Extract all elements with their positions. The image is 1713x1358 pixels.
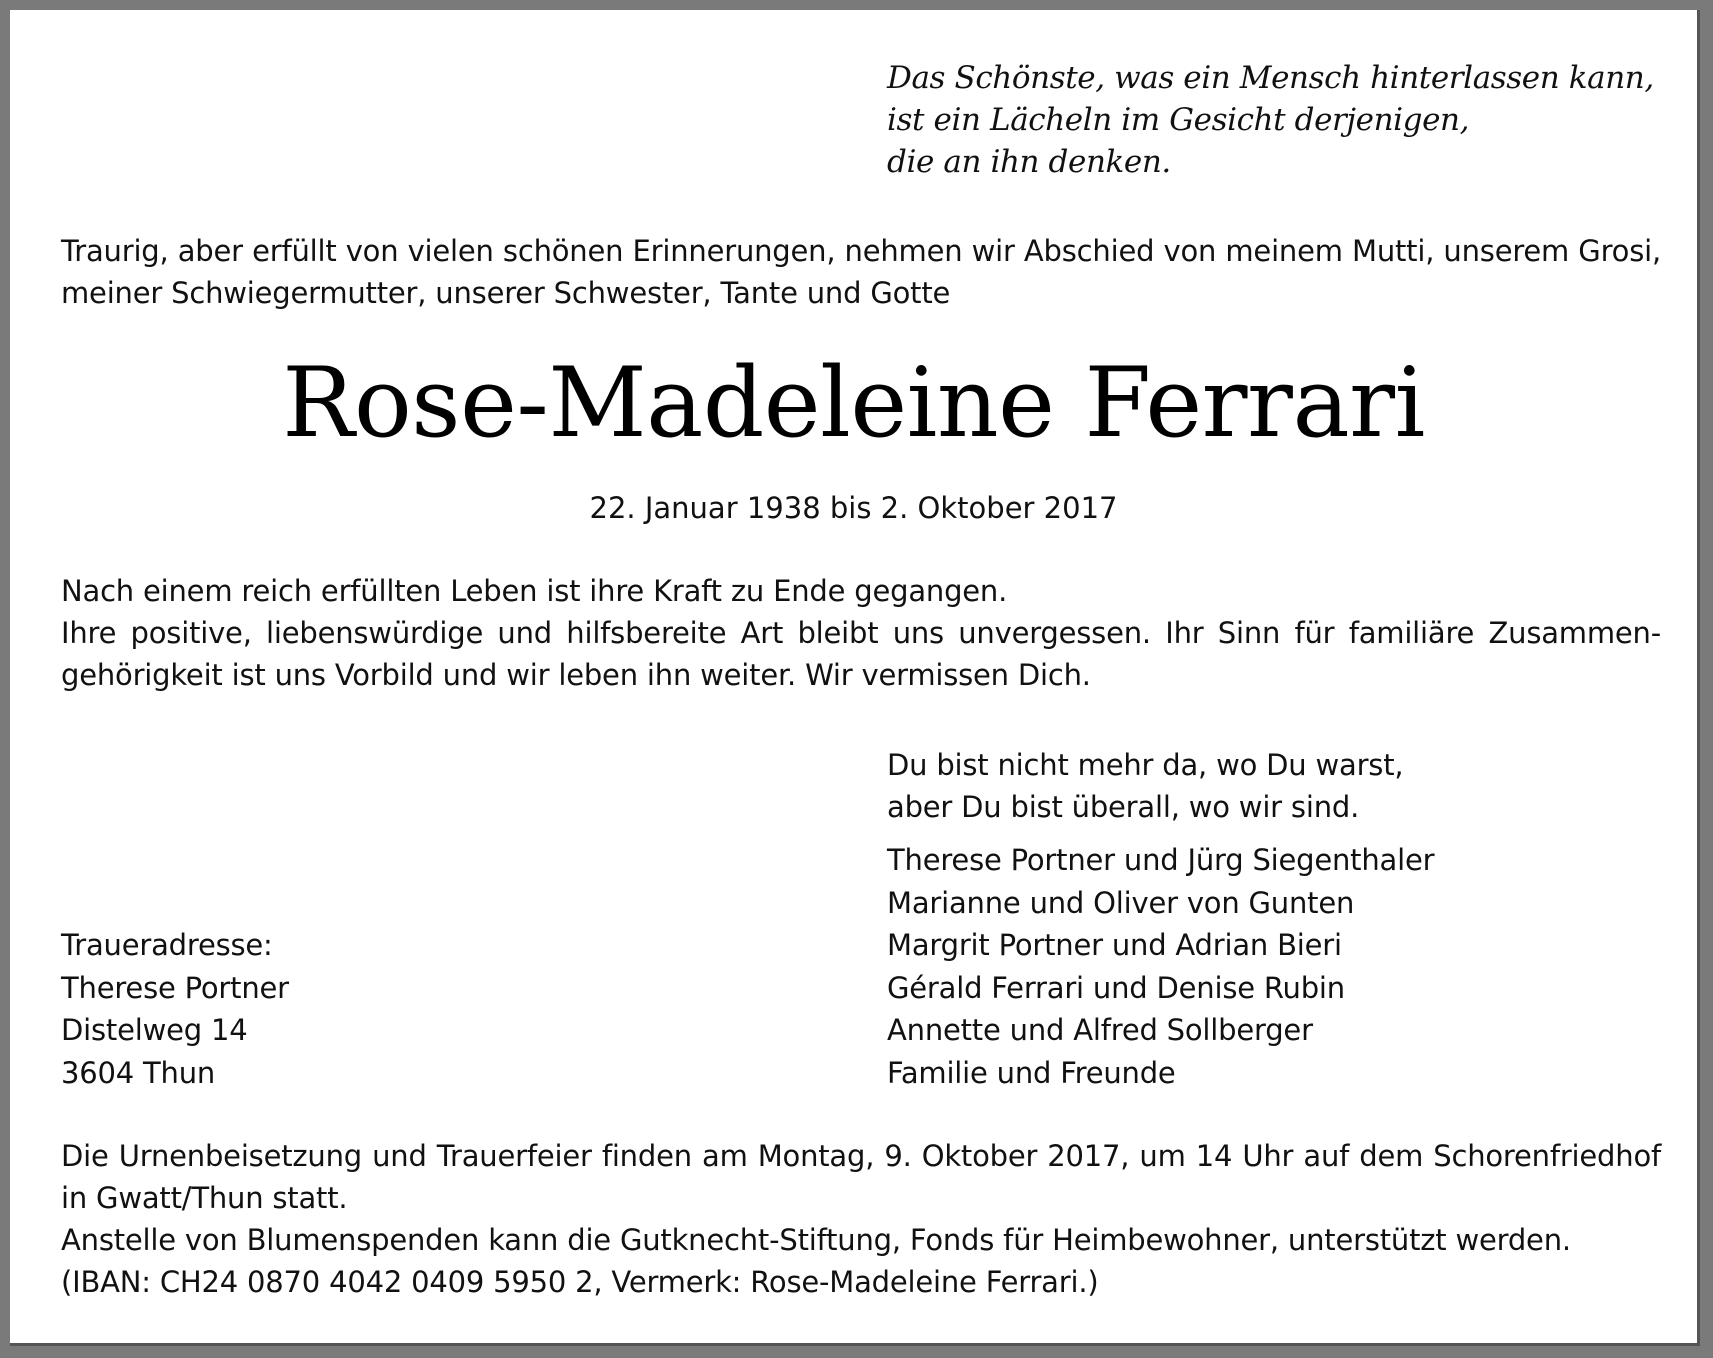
mourner-entry: Familie und Freunde — [887, 1055, 1176, 1090]
mourner-entry: Marianne und Oliver von Gunten — [887, 885, 1355, 920]
tribute-paragraph — [61, 570, 1661, 696]
mourner-entry: Annette und Alfred Sollberger — [887, 1013, 1313, 1047]
ceremony-info — [61, 1135, 1661, 1303]
verse-line: aber Du bist überall, wo wir sind. — [887, 790, 1360, 824]
mourner-entry: Therese Portner und Jürg Siegenthaler — [887, 843, 1435, 877]
intro-paragraph: Traurig, aber erfüllt von vielen schönen Erinnerungen, nehmen wir Abschied von meinem Mutti, unserem Grosi, meiner Schwiegermutter, unserer Schwester, Tante und Gotte — [61, 234, 1661, 310]
address-street: Distelweg 14 — [61, 1013, 248, 1047]
opening-quote — [887, 57, 1654, 183]
mourning-address — [61, 924, 289, 1094]
tribute-text: Ihre positive, liebenswürdige und hilfsbereite Art bleibt uns unvergessen. Ihr Sinn für familiäre Zusammen-gehörigkeit ist uns Vorbild und wir leben ihn weiter. Wir vermissen Dich. — [61, 616, 1661, 692]
deceased-name: Rose-Madeleine Ferrari — [282, 347, 1425, 459]
ceremony-text: Die Urnenbeisetzung und Trauerfeier finden am Montag, 9. Oktober 2017, um 14 Uhr auf dem Schorenfriedhof in Gwatt/Thun statt. — [61, 1139, 1661, 1215]
iban-text: (IBAN: CH24 0870 4042 0409 5950 2, Vermerk: Rose-Madeleine Ferrari.) — [61, 1265, 1099, 1299]
obituary-notice — [10, 10, 1700, 1346]
life-dates: 22. Januar 1938 bis 2. Oktober 2017 — [589, 491, 1118, 525]
closing-verse — [887, 744, 1403, 828]
tribute-line: Nach einem reich erfüllten Leben ist ihre Kraft zu Ende gegangen. — [61, 574, 1008, 608]
address-label: Traueradresse: — [61, 928, 273, 962]
quote-line: ist ein Lächeln im Gesicht derjenigen, — [887, 102, 1470, 138]
mourner-entry: Margrit Portner und Adrian Bieri — [887, 928, 1342, 962]
address-name: Therese Portner — [61, 970, 289, 1005]
mourner-entry: Gérald Ferrari und Denise Rubin — [887, 970, 1345, 1005]
address-city: 3604 Thun — [61, 1055, 216, 1090]
mourners-list — [887, 839, 1434, 1094]
verse-line: Du bist nicht mehr da, wo Du warst, — [887, 748, 1404, 782]
quote-line: Das Schönste, was ein Mensch hinterlassen kann, — [887, 60, 1654, 96]
donation-text: Anstelle von Blumenspenden kann die Gutknecht-Stiftung, Fonds für Heimbewohner, unterstützt werden. — [61, 1223, 1571, 1257]
quote-line: die an ihn denken. — [887, 144, 1171, 180]
